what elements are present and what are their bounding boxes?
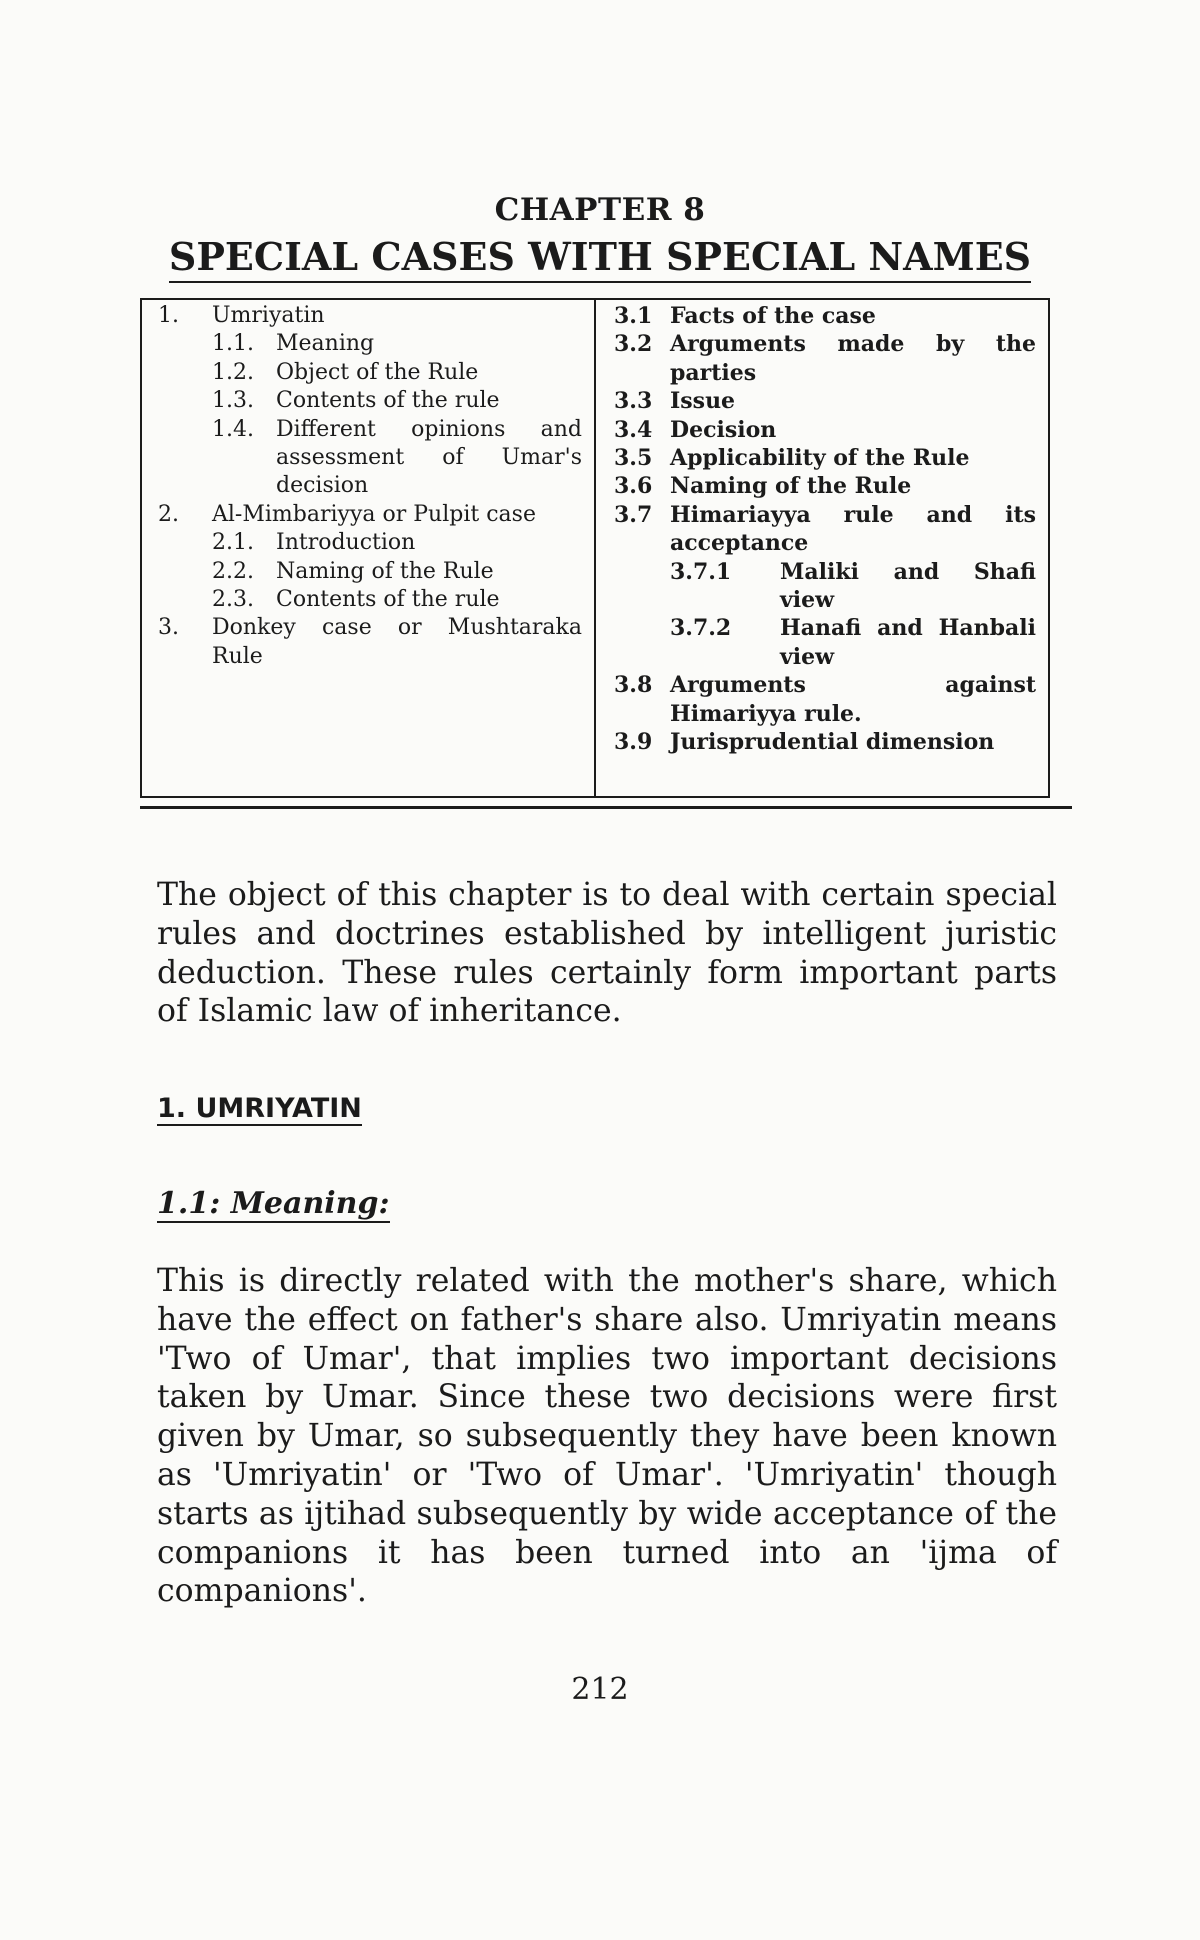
- toc-entry: [158, 387, 582, 415]
- toc-bottom-rule: [140, 806, 1072, 809]
- toc-entry: [614, 671, 1036, 728]
- section-heading: 1. UMRIYATIN: [157, 1093, 362, 1124]
- toc-entry: [614, 387, 1036, 415]
- toc-entry: [614, 728, 1036, 756]
- toc-entry-text: Applicability of the Rule: [670, 445, 970, 472]
- toc-entry-text: Hanafi and Hanbali view: [780, 615, 1036, 670]
- toc-entry-text: Issue: [670, 388, 736, 415]
- toc-entry: [158, 330, 582, 358]
- toc-entry-text: Donkey case or Mushtaraka Rule: [212, 615, 582, 669]
- toc-entry-text: Jurisprudential dimension: [670, 729, 995, 756]
- toc-entry-text: Arguments made by the parties: [670, 331, 1036, 386]
- toc-entry-text: Facts of the case: [670, 303, 876, 329]
- toc-entry-number: 3.4: [614, 416, 653, 443]
- toc-entry: [614, 302, 1036, 330]
- toc-entry: [614, 444, 1036, 472]
- toc-entry-number: 2.1.: [212, 530, 254, 556]
- toc-entry: [614, 416, 1036, 444]
- toc-left-column: [142, 300, 596, 796]
- toc-entry-number: 1.4.: [212, 416, 254, 442]
- toc-entry-text: Object of the Rule: [276, 359, 479, 385]
- intro-paragraph: The object of this chapter is to deal with certain special rules and doctrines established by intelligent juristic deduction. These rules certainly form important parts of Islamic law of inheritance.: [157, 877, 1057, 1030]
- toc-entry: [614, 558, 1036, 615]
- chapter-label: CHAPTER 8: [494, 192, 706, 228]
- toc-entry: [614, 330, 1036, 387]
- toc-table: [140, 298, 1050, 798]
- toc-entry-number: 3.9: [614, 729, 653, 756]
- toc-entry-number: 3.3: [614, 388, 653, 415]
- toc-entry-text: Naming of the Rule: [276, 558, 494, 584]
- toc-entry: [614, 501, 1036, 558]
- toc-entry-number: 2.2.: [212, 558, 254, 584]
- toc-entry-text: Contents of the rule: [276, 587, 500, 613]
- toc-entry-text: Umriyatin: [212, 303, 325, 328]
- toc-entry: [158, 302, 582, 330]
- toc-entry: [158, 359, 582, 387]
- toc-entry-number: 3.2: [614, 331, 653, 358]
- toc-entry: [158, 529, 582, 557]
- toc-entry-number: 3.7: [614, 501, 653, 528]
- toc-entry-number: 1.2.: [212, 359, 254, 385]
- toc-entry-text: Maliki and Shafi view: [780, 558, 1036, 614]
- toc-entry-text: Naming of the Rule: [670, 473, 912, 500]
- toc-entry: [158, 558, 582, 586]
- page-number: 212: [571, 1672, 629, 1707]
- toc-entry-text: Meaning: [276, 331, 375, 357]
- meaning-paragraph: This is directly related with the mother's share, which have the effect on father's share also. Umriyatin means 'Two of Umar', that implies two important decisions taken by Umar. Since these two decisions were first given by Umar, so subsequently they have been known as 'Umriyatin' or 'Two of Umar'. 'Umriyatin' though starts as ijtihad subsequently by wide acceptance of the companions it has been turned into an 'ijma of companions'.: [157, 1263, 1057, 1610]
- toc-entry: [614, 472, 1036, 500]
- toc-entry-number: 3.7.2: [670, 615, 732, 642]
- toc-entry-text: Introduction: [276, 530, 416, 556]
- toc-entry-number: 1.: [158, 303, 179, 328]
- toc-entry-number: 1.3.: [212, 388, 254, 414]
- toc-entry-text: Al-Mimbariyya or Pulpit case: [212, 501, 536, 527]
- subsection-heading: 1.1: Meaning:: [157, 1186, 390, 1221]
- toc-entry-number: 3.: [158, 615, 179, 641]
- toc-entry-number: 2.: [158, 501, 179, 527]
- toc-entry-text: Himariayya rule and its acceptance: [670, 501, 1036, 557]
- toc-entry-number: 3.6: [614, 473, 653, 500]
- toc-entry: [158, 614, 582, 671]
- toc-entry-number: 3.7.1: [670, 558, 732, 585]
- toc-entry: [614, 614, 1036, 671]
- toc-entry: [158, 416, 582, 501]
- toc-right-column: [596, 300, 1048, 796]
- toc-entry: [158, 501, 582, 529]
- toc-entry-text: Arguments against Himariyya rule.: [670, 672, 1036, 727]
- toc-entry-number: 1.1.: [212, 331, 254, 357]
- toc-entry-text: Different opinions and assessment of Umar's decision: [276, 416, 582, 499]
- toc-entry-number: 3.8: [614, 672, 653, 699]
- chapter-title-text: SPECIAL CASES WITH SPECIAL NAMES: [169, 234, 1031, 283]
- toc-entry-number: 2.3.: [212, 587, 254, 613]
- toc-entry: [158, 586, 582, 614]
- chapter-title: [0, 234, 1200, 279]
- toc-entry-number: 3.1: [614, 303, 653, 329]
- toc-entry-text: Decision: [670, 416, 777, 443]
- toc-entry-text: Contents of the rule: [276, 388, 500, 414]
- toc-entry-number: 3.5: [614, 445, 653, 472]
